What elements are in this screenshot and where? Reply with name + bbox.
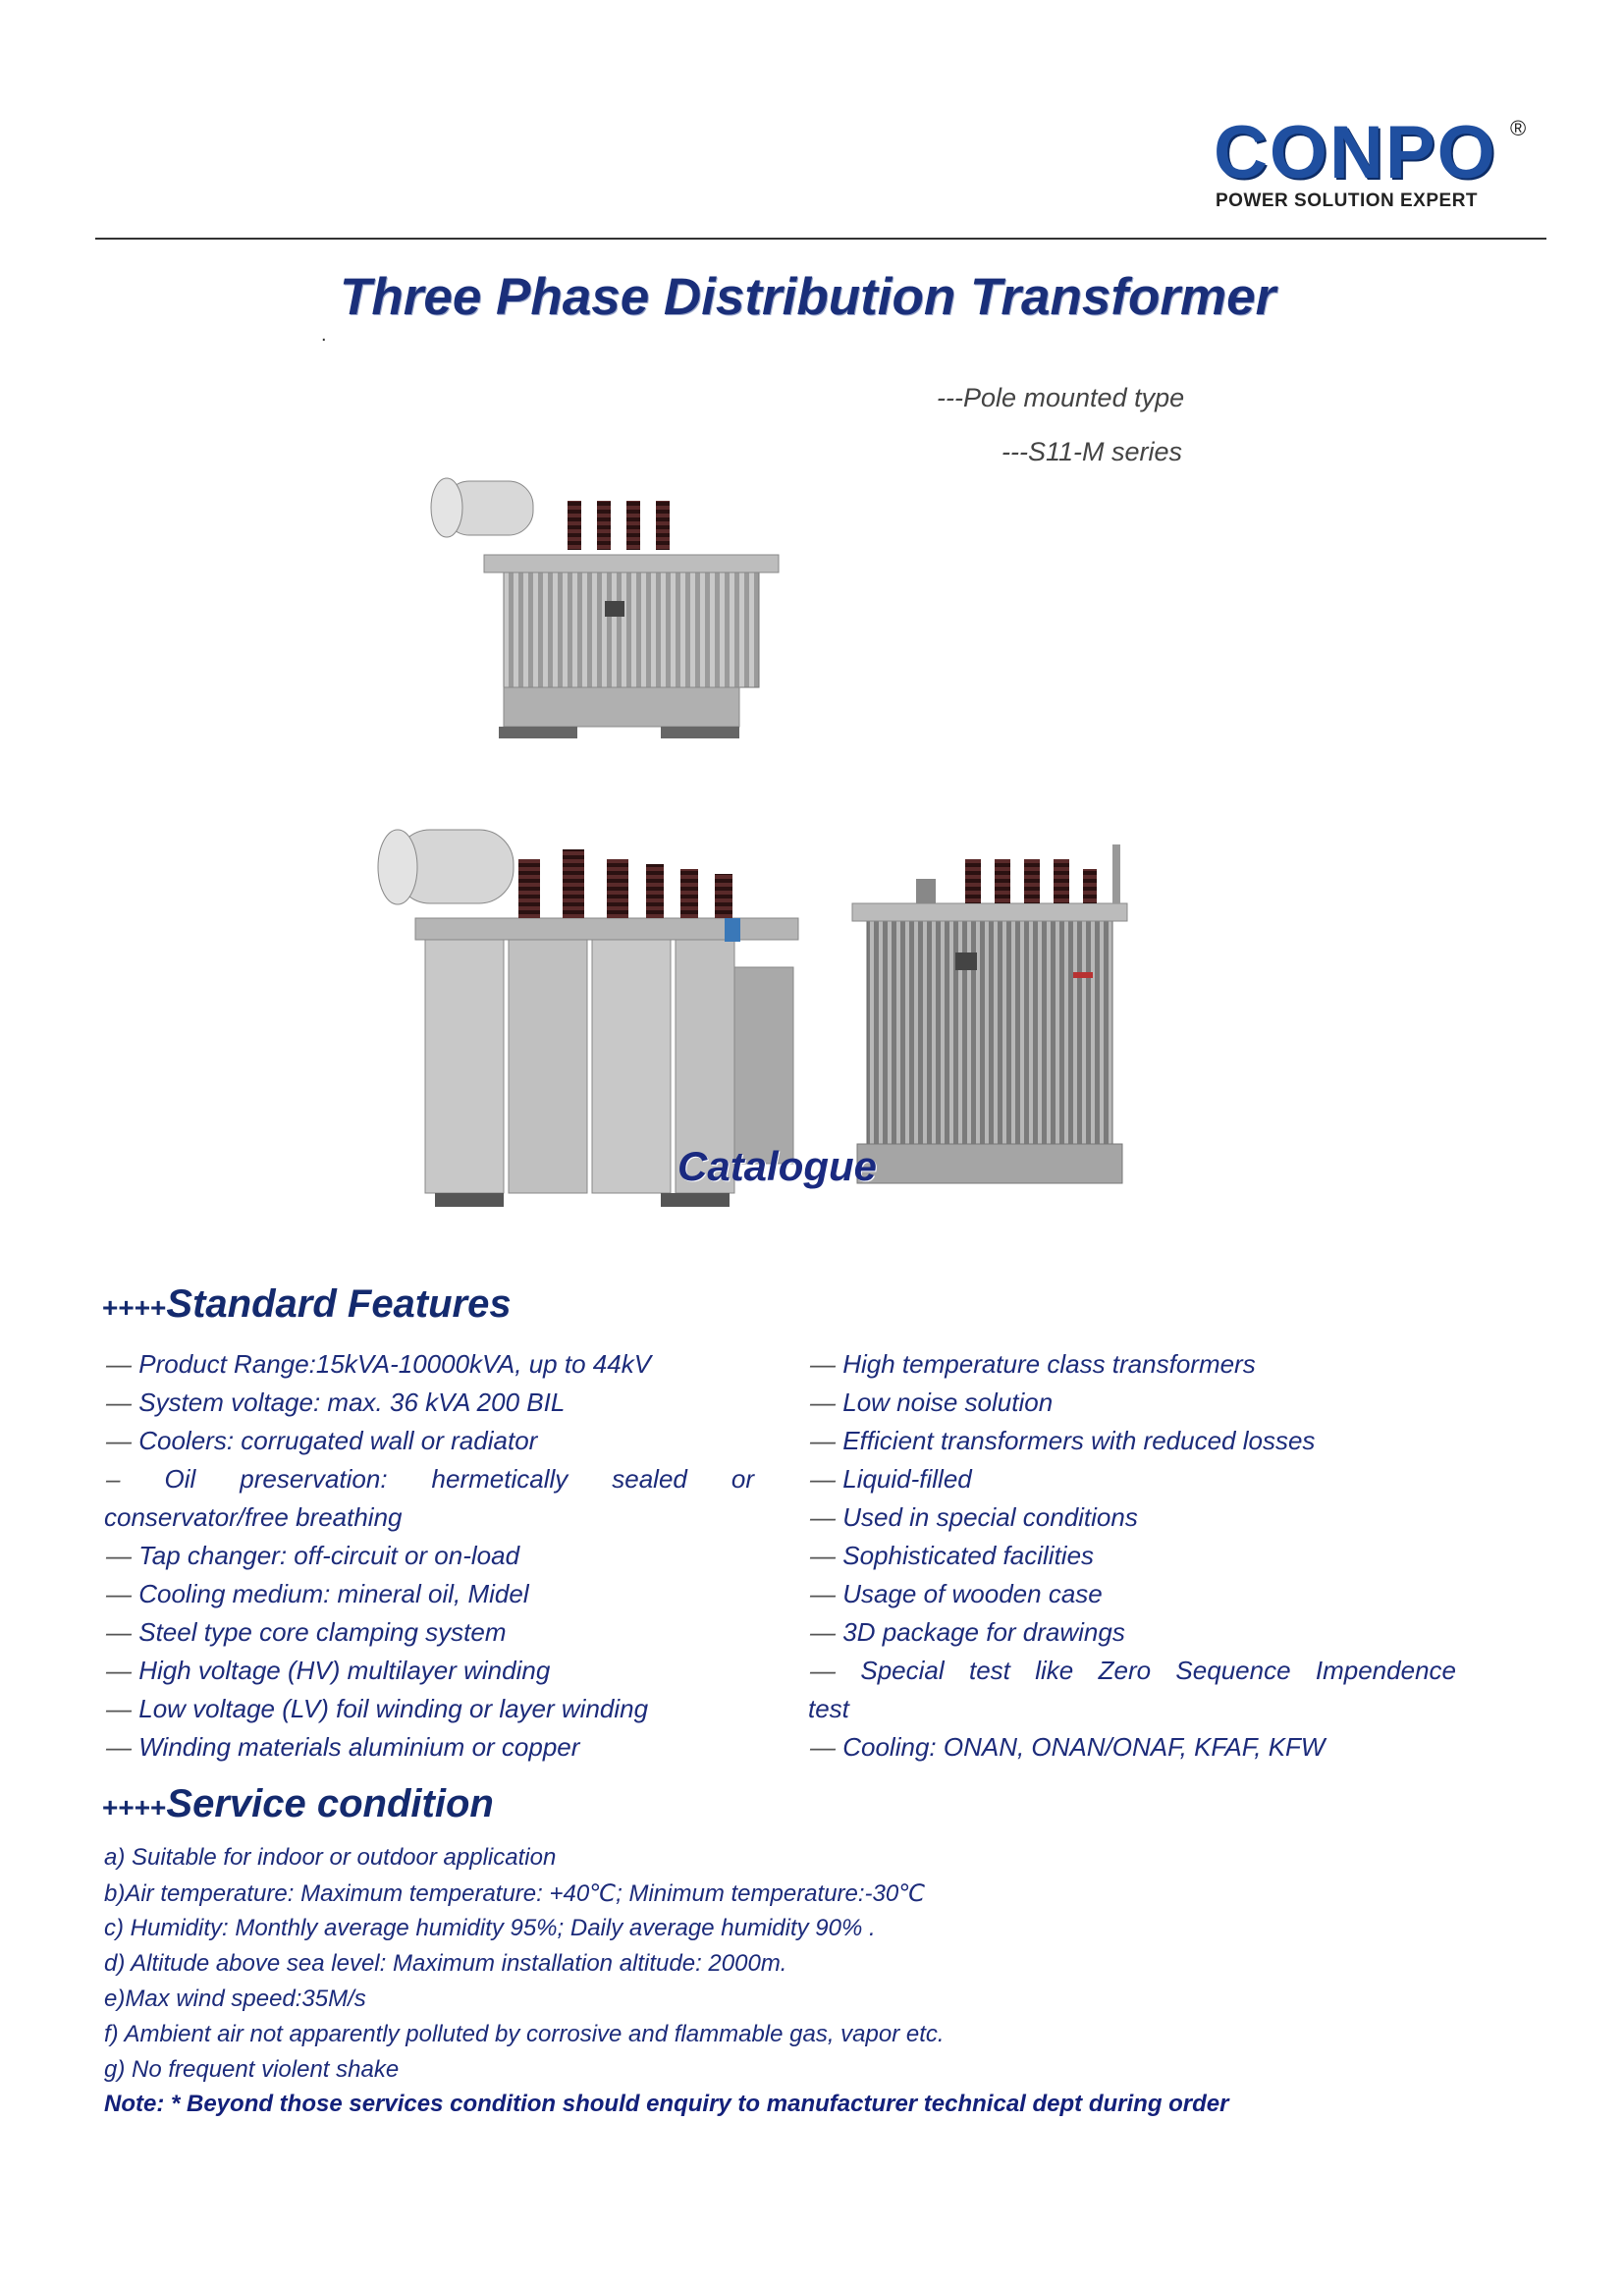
feature-right-4: — Liquid-filled	[810, 1464, 972, 1494]
registered-mark: ®	[1510, 116, 1527, 140]
feature-left-6: — Cooling medium: mineral oil, Midel	[106, 1579, 529, 1608]
logo-wordmark: CONPO	[1214, 111, 1497, 194]
feature-left-5: — Tap changer: off-circuit or on-load	[106, 1541, 520, 1570]
service-item-g: g) No frequent violent shake	[104, 2056, 400, 2083]
page-title: Three Phase Distribution Transformer	[340, 268, 1276, 326]
stray-dot: .	[321, 324, 327, 346]
feature-right-5: — Used in special conditions	[810, 1502, 1138, 1532]
transformer-illustration	[366, 447, 1152, 1213]
service-item-f: f) Ambient air not apparently polluted by corrosive and flammable gas, vapor etc.	[104, 2021, 945, 2047]
feature-left-10: — Winding materials aluminium or copper	[106, 1732, 580, 1762]
feature-left-4: – Oil preservation: hermetically sealed or	[106, 1464, 754, 1494]
heading-prefix: ++++	[102, 1792, 167, 1823]
feature-right-2: — Low noise solution	[810, 1387, 1054, 1417]
feature-right-6: — Sophisticated facilities	[810, 1541, 1095, 1570]
subtitle-series: ---S11-M series	[1001, 437, 1183, 466]
top-transformer	[431, 478, 779, 738]
subtitle-pole-mounted: ---Pole mounted type	[937, 383, 1185, 412]
service-item-b: b)Air temperature: Maximum temperature: +40℃; Minimum temperature:-30℃	[104, 1880, 926, 1907]
feature-left-4-cont: conservator/free breathing	[104, 1502, 403, 1532]
service-item-a: a) Suitable for indoor or outdoor application	[104, 1844, 557, 1871]
feature-right-3: — Efficient transformers with reduced losses	[810, 1426, 1316, 1455]
feature-left-7: — Steel type core clamping system	[106, 1617, 507, 1647]
service-note: Note: * Beyond those services condition should enquiry to manufacturer technical dept during order	[104, 2091, 1229, 2117]
feature-left-1: — Product Range:15kVA-10000kVA, up to 44kV	[106, 1349, 652, 1379]
service-item-d: d) Altitude above sea level: Maximum installation altitude: 2000m.	[104, 1950, 787, 1977]
bottom-right-transformer	[852, 844, 1127, 1183]
catalogue-caption: Catalogue	[677, 1143, 878, 1189]
feature-left-3: — Coolers: corrugated wall or radiator	[106, 1426, 538, 1455]
header-divider	[95, 238, 1546, 240]
feature-left-2: — System voltage: max. 36 kVA 200 BIL	[106, 1387, 566, 1417]
conpo-logo	[1214, 111, 1538, 214]
heading-text: Service condition	[166, 1782, 494, 1825]
feature-right-1: — High temperature class transformers	[810, 1349, 1256, 1379]
logo-tagline: POWER SOLUTION EXPERT	[1216, 190, 1479, 211]
feature-right-9: — Special test like Zero Sequence Impendence	[810, 1656, 1456, 1685]
feature-right-9-cont: test	[808, 1694, 849, 1723]
transformer-photo	[366, 447, 1152, 1213]
standard-features-heading	[102, 1282, 512, 1327]
feature-right-8: — 3D package for drawings	[810, 1617, 1125, 1647]
feature-right-7: — Usage of wooden case	[810, 1579, 1103, 1608]
feature-left-9: — Low voltage (LV) foil winding or layer winding	[106, 1694, 649, 1723]
service-condition-heading	[102, 1782, 494, 1826]
heading-text: Standard Features	[166, 1282, 512, 1326]
heading-prefix: ++++	[102, 1292, 167, 1323]
service-item-c: c) Humidity: Monthly average humidity 95%; Daily average humidity 90% .	[104, 1915, 876, 1941]
service-item-e: e)Max wind speed:35M/s	[104, 1986, 366, 2012]
feature-right-10: — Cooling: ONAN, ONAN/ONAF, KFAF, KFW	[810, 1732, 1326, 1762]
feature-left-8: — High voltage (HV) multilayer winding	[106, 1656, 551, 1685]
